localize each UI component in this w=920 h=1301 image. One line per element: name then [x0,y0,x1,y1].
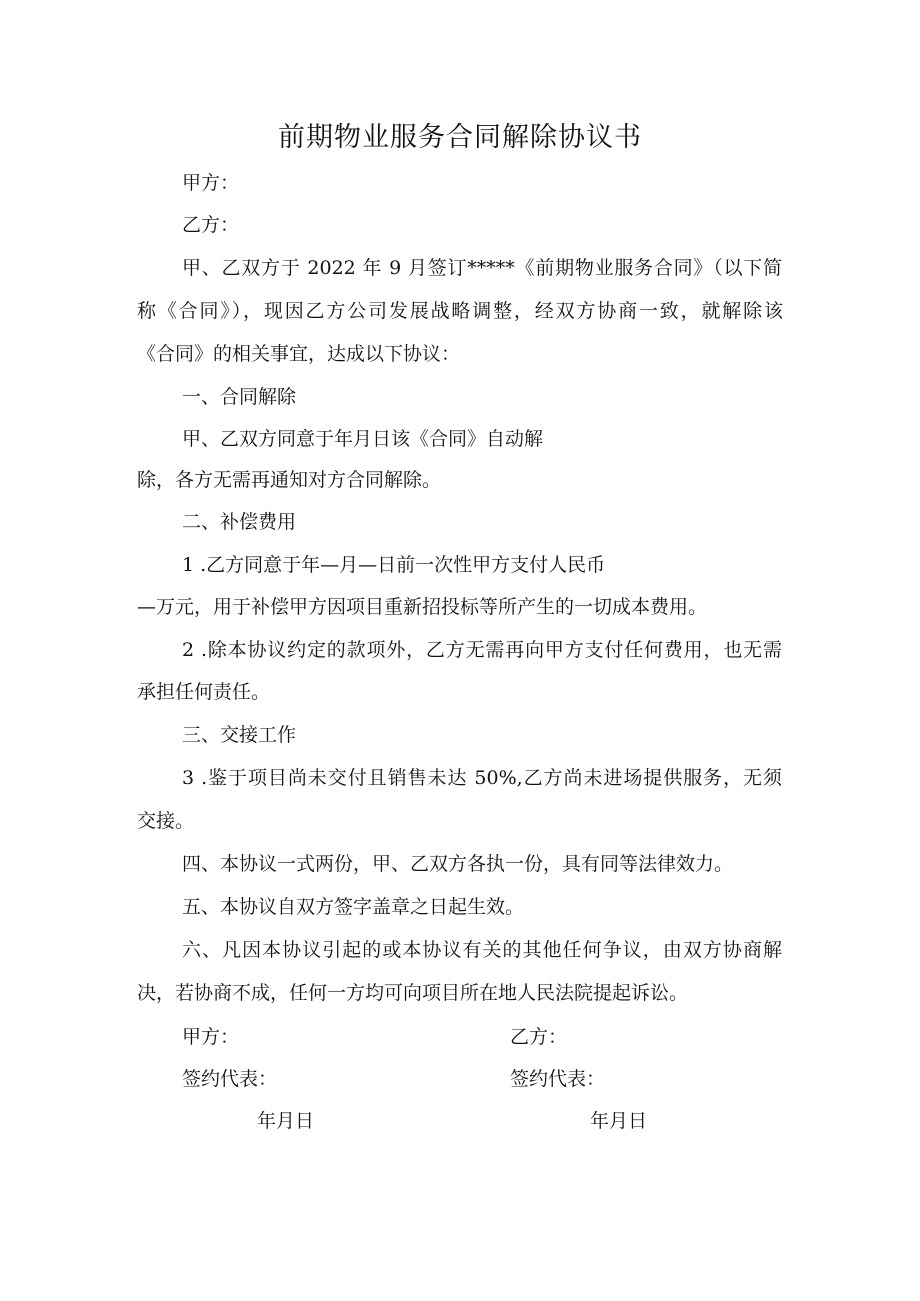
section-1-heading: 一、合同解除 [182,386,297,408]
section-1-line-2: 除，各方无需再通知对方合同解除。 [137,469,442,491]
intro-line-1: 甲、乙双方于 2022 年 9 月签订*****《前期物业服务合同》（以下简 [182,257,782,279]
section-2-heading: 二、补偿费用 [182,511,297,533]
signature-date-a: 年月日 [257,1110,315,1132]
item-1-line-1: 1 .乙方同意于年—月—日前一次性甲方支付人民币 [182,554,606,576]
section-6-line-1: 六、凡因本协议引起的或本协议有关的其他任何争议，由双方协商解 [182,939,782,961]
section-1-line-1: 甲、乙双方同意于年月日该《合同》自动解 [182,428,544,450]
intro-line-2: 称《合同》），现因乙方公司发展战略调整，经双方协商一致，就解除该 [137,300,783,322]
section-3-heading: 三、交接工作 [182,724,297,746]
item-3-line-1: 3 .鉴于项目尚未交付且销售未达 50%,乙方尚未进场提供服务，无须 [182,767,782,789]
signature-party-b: 乙方： [510,1026,568,1048]
section-6-line-2: 决，若协商不成，任何一方均可向项目所在地人民法院提起诉讼。 [137,982,689,1004]
signature-rep-b: 签约代表： [510,1068,606,1090]
document-title: 前期物业服务合同解除协议书 [278,122,642,153]
intro-line-3: 《合同》的相关事宜，达成以下协议： [137,343,461,365]
item-3-line-2: 交接。 [137,810,195,832]
signature-date-b: 年月日 [590,1110,648,1132]
item-2-line-2: 承担任何责任。 [137,681,271,703]
section-4: 四、本协议一式两份，甲、乙双方各执一份，具有同等法律效力。 [182,853,734,875]
party-b-label: 乙方： [182,214,240,236]
section-5: 五、本协议自双方签字盖章之日起生效。 [182,896,525,918]
item-2-line-1: 2 .除本协议约定的款项外，乙方无需再向甲方支付任何费用，也无需 [182,639,782,661]
signature-rep-a: 签约代表： [182,1068,278,1090]
party-a-label: 甲方： [182,172,240,194]
item-1-line-2: —万元，用于补偿甲方因项目重新招投标等所产生的一切成本费用。 [137,596,708,618]
signature-party-a: 甲方： [182,1026,240,1048]
